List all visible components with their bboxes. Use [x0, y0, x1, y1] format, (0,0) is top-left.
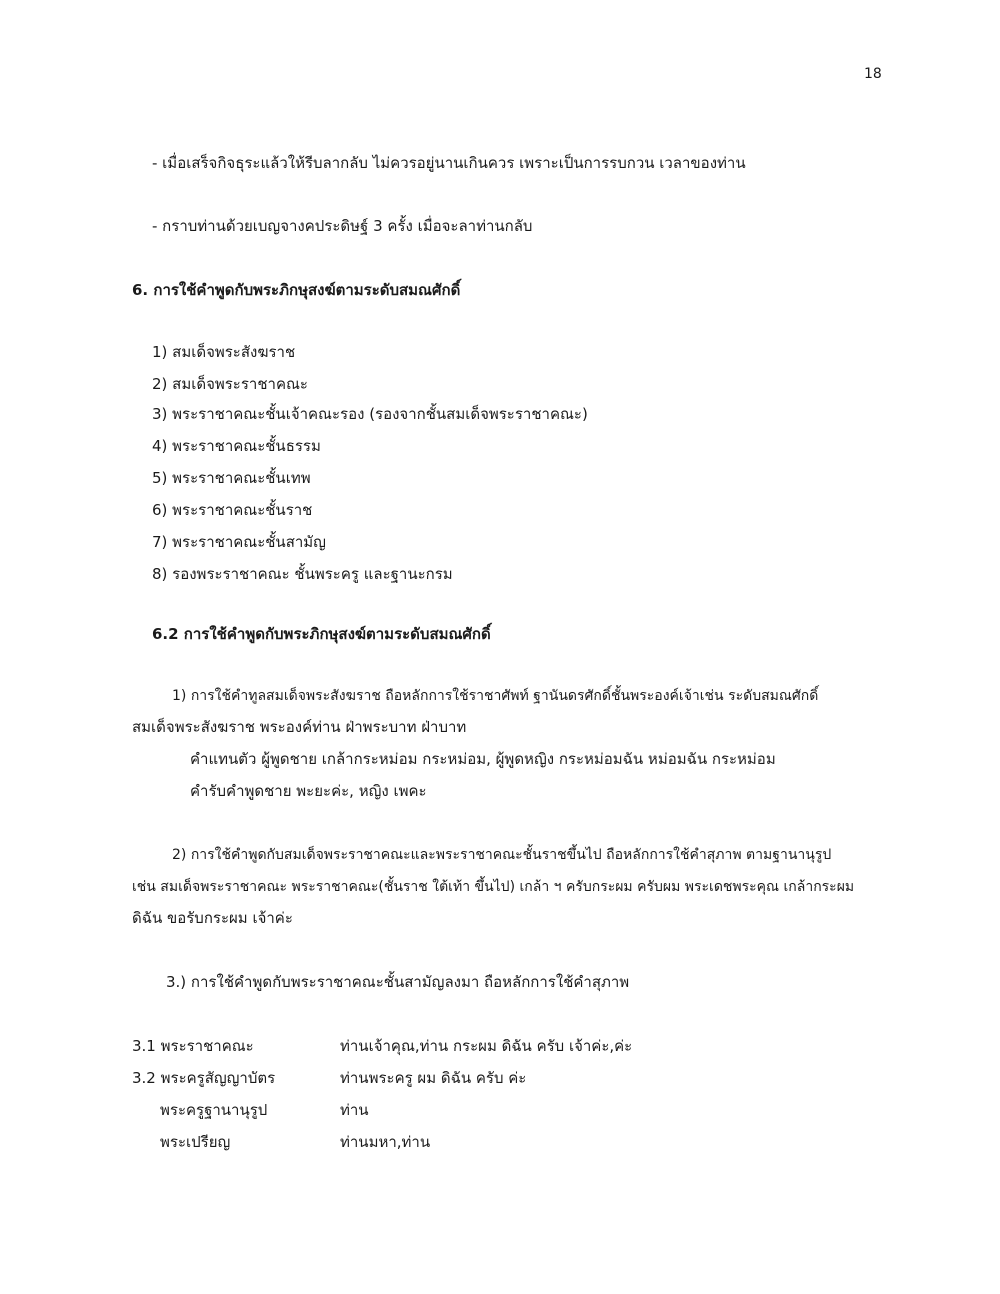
paragraph-1-line: คำแทนตัว ผู้พูดชาย เกล้ากระหม่อม กระหม่อม, ผู้พูดหญิง กระหม่อมฉัน หม่อมฉัน กระหม่อม — [190, 750, 776, 768]
paragraph-1-line: 1) การใช้คำทูลสมเด็จพระสังฆราช ถือหลักการใช้ราชาศัพท์ ฐานันดรศักดิ์ชั้นพระองค์เจ้าเช่น ระดับสมณศักดิ์ — [172, 688, 819, 704]
paragraph-2-line: 2) การใช้คำพูดกับสมเด็จพระราชาคณะและพระราชาคณะชั้นราชขึ้นไป ถือหลักการใช้คำสุภาพ ตามฐานานุรูป — [172, 847, 832, 863]
paragraph-3: 3.) การใช้คำพูดกับพระราชาคณะชั้นสามัญลงมา ถือหลักการใช้คำสุภาพ — [166, 973, 630, 991]
paragraph-2-line: เช่น สมเด็จพระราชาคณะ พระราชาคณะ(ชั้นราช ใต้เท้า ขึ้นไป) เกล้า ฯ ครับกระผม ครับผม พระเดชพระคุณ เกล้ากระผม — [132, 879, 855, 895]
list-item: 5) พระราชาคณะชั้นเทพ — [152, 469, 311, 487]
table-row-value: ท่านมหา,ท่าน — [340, 1133, 431, 1151]
section-6-2-heading: 6.2 การใช้คำพูดกับพระภิกษุสงฆ์ตามระดับสมณศักดิ์ — [152, 625, 491, 643]
table-row-value: ท่านพระครู ผม ดิฉัน ครับ ค่ะ — [340, 1069, 527, 1087]
paragraph-2-line: ดิฉัน ขอรับกระผม เจ้าค่ะ — [132, 909, 293, 927]
table-row-label: 3.1 พระราชาคณะ — [132, 1037, 254, 1055]
page-number: 18 — [864, 66, 882, 82]
list-item: 6) พระราชาคณะชั้นราช — [152, 501, 313, 519]
list-item: 8) รองพระราชาคณะ ชั้นพระครู และฐานะกรม — [152, 565, 453, 583]
paragraph-1-line: สมเด็จพระสังฆราช พระองค์ท่าน ฝ่าพระบาท ฝ่าบาท — [132, 718, 467, 736]
list-item: 4) พระราชาคณะชั้นธรรม — [152, 437, 321, 455]
table-row-value: ท่าน — [340, 1101, 369, 1119]
list-item: 7) พระราชาคณะชั้นสามัญ — [152, 533, 326, 551]
list-item: 1) สมเด็จพระสังฆราช — [152, 343, 296, 361]
paragraph-1-line: คำรับคำพูดชาย พะยะค่ะ, หญิง เพคะ — [190, 782, 427, 800]
table-row-value: ท่านเจ้าคุณ,ท่าน กระผม ดิฉัน ครับ เจ้าค่ะ,ค่ะ — [340, 1037, 633, 1055]
list-item: 3) พระราชาคณะชั้นเจ้าคณะรอง (รองจากชั้นสมเด็จพระราชาคณะ) — [152, 405, 588, 423]
table-row-label: พระเปรียญ — [160, 1133, 231, 1151]
list-item: 2) สมเด็จพระราชาคณะ — [152, 375, 308, 393]
bullet-2: - กราบท่านด้วยเบญจางคประดิษฐ์ 3 ครั้ง เมื่อจะลาท่านกลับ — [152, 217, 533, 235]
table-row-label: พระครูฐานานุรูป — [160, 1101, 268, 1119]
bullet-1: - เมื่อเสร็จกิจธุระแล้วให้รีบลากลับ ไม่ควรอยู่นานเกินควร เพราะเป็นการรบกวน เวลาของท่าน — [152, 154, 746, 172]
section-6-heading: 6. การใช้คำพูดกับพระภิกษุสงฆ์ตามระดับสมณศักดิ์ — [132, 281, 461, 299]
table-row-label: 3.2 พระครูสัญญาบัตร — [132, 1069, 276, 1087]
